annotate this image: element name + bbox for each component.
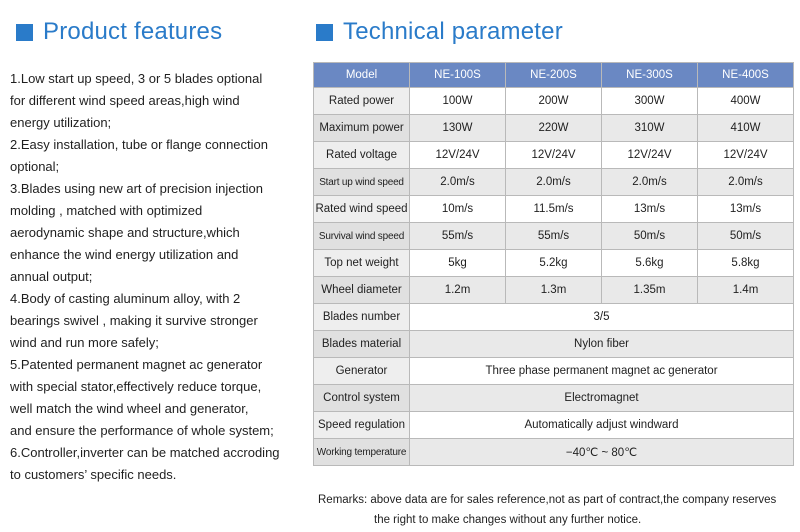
feature-line: and ensure the performance of whole system; [10,423,274,438]
feature-line: 6.Controller,inverter can be matched accroding [10,445,280,460]
row-value: 12V/24V [410,142,506,169]
table-row [314,250,794,277]
remarks-line-2: the right to make changes without any further notice. [374,514,642,526]
feature-line: wind and run more safely; [10,335,159,350]
row-value: 400W [698,88,794,115]
feature-line: aerodynamic shape and structure,which [10,225,240,240]
row-value: 11.5m/s [506,196,602,223]
technical-parameter-heading [316,18,563,46]
row-value: 130W [410,115,506,142]
technical-parameter-title: Technical parameter [343,18,563,45]
row-label: Maximum power [314,115,410,142]
table-row [314,223,794,250]
row-value: 300W [602,88,698,115]
row-value: 1.2m [410,277,506,304]
feature-line: for different wind speed areas,high wind [10,93,240,108]
header-model-3: NE-300S [602,63,698,88]
row-value: 2.0m/s [506,169,602,196]
row-label: Blades number [314,304,410,331]
row-value: 1.3m [506,277,602,304]
row-value: 100W [410,88,506,115]
row-label: Rated wind speed [314,196,410,223]
table-row [314,196,794,223]
feature-line: with special stator,effectively reduce torque, [10,379,262,394]
header-model-2: NE-200S [506,63,602,88]
row-value: 55m/s [410,223,506,250]
feature-line: well match the wind wheel and generator, [10,401,249,416]
feature-line: 3.Blades using new art of precision injection [10,181,263,196]
features-list [10,68,310,486]
feature-line: annual output; [10,269,93,284]
row-value: 3/5 [410,304,794,331]
feature-line: to customers’ specific needs. [10,467,177,482]
table-row [314,385,794,412]
feature-line: energy utilization; [10,115,112,130]
product-features-title: Product features [43,18,223,45]
row-value: 10m/s [410,196,506,223]
row-label: Survival wind speed [314,223,410,250]
row-value: 50m/s [602,223,698,250]
row-label: Start up wind speed [314,169,410,196]
table-row [314,412,794,439]
row-value: 5.6kg [602,250,698,277]
feature-line: molding , matched with optimized [10,203,203,218]
row-value: 2.0m/s [602,169,698,196]
row-value: 200W [506,88,602,115]
row-value: 5kg [410,250,506,277]
row-value: Three phase permanent magnet ac generator [410,358,794,385]
row-label: Speed regulation [314,412,410,439]
heading-square-icon [316,24,333,41]
feature-line: 4.Body of casting aluminum alloy, with 2 [10,291,241,306]
feature-line: 5.Patented permanent magnet ac generator [10,357,263,372]
table-row [314,277,794,304]
row-value: 310W [602,115,698,142]
row-value: Nylon fiber [410,331,794,358]
row-label: Top net weight [314,250,410,277]
row-value: 410W [698,115,794,142]
row-value: 12V/24V [602,142,698,169]
table-row [314,115,794,142]
remarks [318,490,798,530]
row-value: Automatically adjust windward [410,412,794,439]
feature-line: 2.Easy installation, tube or flange connection [10,137,269,152]
table-row [314,304,794,331]
row-label: Working temperature [314,439,410,466]
row-label: Rated power [314,88,410,115]
row-label: Rated voltage [314,142,410,169]
row-value: 5.8kg [698,250,794,277]
row-value: Electromagnet [410,385,794,412]
row-value: 1.35m [602,277,698,304]
row-value: 55m/s [506,223,602,250]
spec-table-header [314,63,794,88]
row-value: 12V/24V [506,142,602,169]
header-model-4: NE-400S [698,63,794,88]
row-value: 220W [506,115,602,142]
row-value: −40℃ ~ 80℃ [410,439,794,466]
row-value: 1.4m [698,277,794,304]
feature-line: enhance the wind energy utilization and [10,247,239,262]
table-row [314,142,794,169]
table-row [314,439,794,466]
row-value: 13m/s [698,196,794,223]
row-label: Wheel diameter [314,277,410,304]
row-value: 12V/24V [698,142,794,169]
heading-square-icon [16,24,33,41]
spec-table [313,62,794,466]
table-row [314,331,794,358]
feature-line: optional; [10,159,60,174]
feature-line: 1.Low start up speed, 3 or 5 blades optional [10,71,263,86]
table-row [314,169,794,196]
header-model-1: NE-100S [410,63,506,88]
row-value: 50m/s [698,223,794,250]
row-value: 2.0m/s [410,169,506,196]
row-value: 5.2kg [506,250,602,277]
product-features-heading [16,18,222,46]
header-model: Model [314,63,410,88]
row-label: Control system [314,385,410,412]
feature-line: bearings swivel , making it survive stronger [10,313,258,328]
table-row [314,88,794,115]
row-value: 2.0m/s [698,169,794,196]
row-label: Blades material [314,331,410,358]
row-label: Generator [314,358,410,385]
row-value: 13m/s [602,196,698,223]
table-row [314,358,794,385]
remarks-line-1: Remarks: above data are for sales reference,not as part of contract,the company reserves [318,494,777,506]
